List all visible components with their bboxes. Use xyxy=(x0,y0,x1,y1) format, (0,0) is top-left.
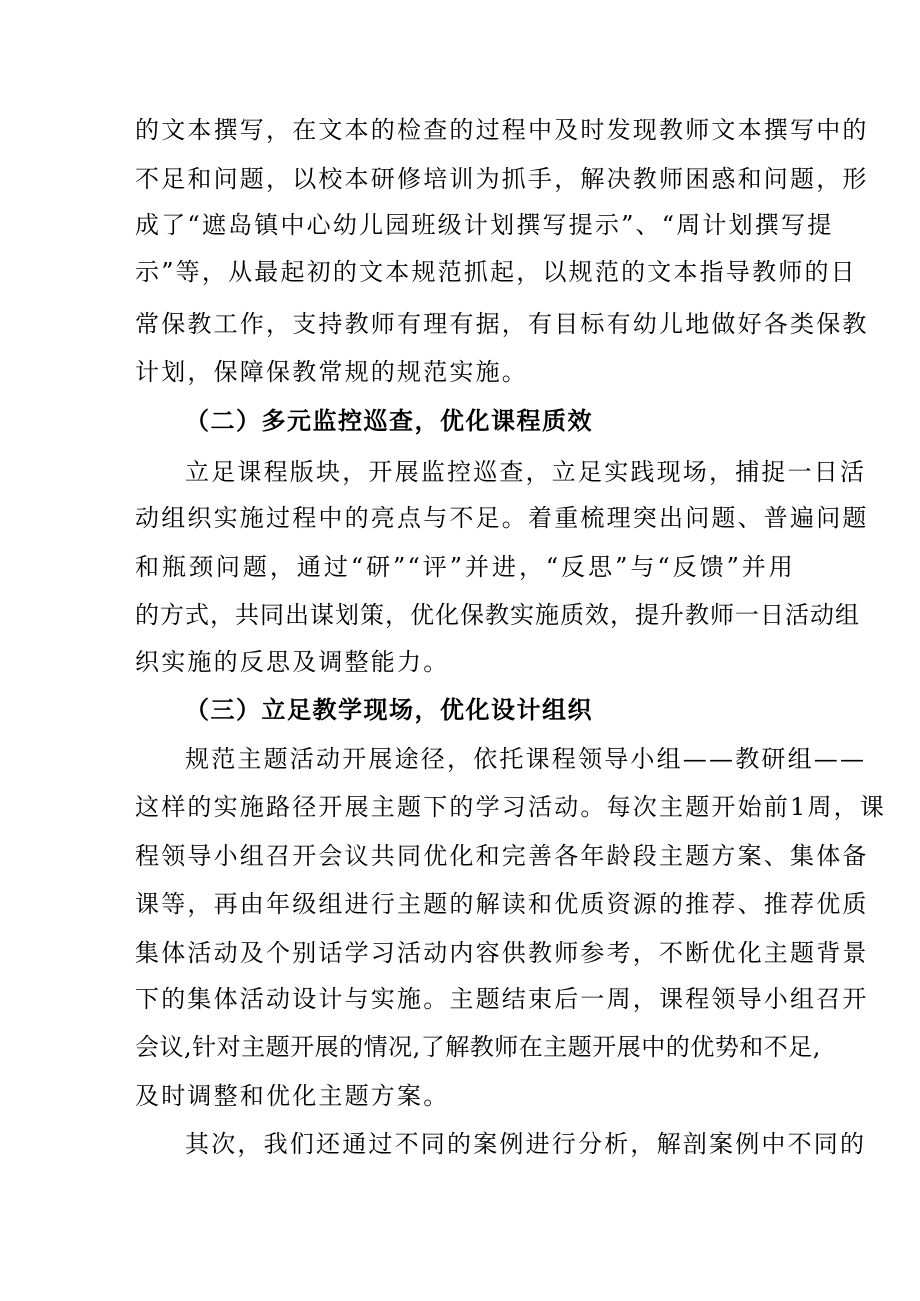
paragraph-3-line-6: 下的集体活动设计与实施。主题结束后一周，课程领导小组召开 xyxy=(135,985,869,1013)
paragraph-4-line-1: 其次，我们还通过不同的案例进行分析，解剖案例中不同的 xyxy=(185,1130,867,1158)
paragraph-3-line-1: 规范主题活动开展途径，依托课程领导小组——教研组—— xyxy=(185,745,867,773)
paragraph-2-line-4: 的方式，共同出谋划策，优化保教实施质效，提升教师一日活动组 xyxy=(135,601,860,629)
paragraph-3-line-5: 集体活动及个别话学习活动内容供教师参考，不断优化主题背景 xyxy=(135,939,869,967)
paragraph-1-line-4: 示”等，从最起初的文本规范抓起，以规范的文本指导教师的日 xyxy=(135,258,857,286)
paragraph-3-line-4: 课等，再由年级组进行主题的解读和优质资源的推荐、推荐优质 xyxy=(135,890,869,918)
section-heading-3: （三）立足教学现场，优化设计组织 xyxy=(185,695,593,724)
paragraph-1-line-2: 不足和问题，以校本研修培训为抓手，解决教师困惑和问题，形 xyxy=(135,165,869,193)
section-heading-2: （二）多元监控巡查，优化课程质效 xyxy=(185,406,593,435)
paragraph-1-line-1: 的文本撰写，在文本的检查的过程中及时发现教师文本撰写中的 xyxy=(135,116,869,144)
paragraph-2-line-5: 织实施的反思及调整能力。 xyxy=(135,648,450,676)
paragraph-2-line-2: 动组织实施过程中的亮点与不足。着重梳理突出问题、普遍问题 xyxy=(135,504,869,532)
paragraph-1-line-3: 成了“遮岛镇中心幼儿园班级计划撰写提示”、“周计划撰写提 xyxy=(135,211,834,239)
paragraph-3-line-8: 及时调整和优化主题方案。 xyxy=(135,1082,450,1110)
paragraph-2-line-3: 和瓶颈问题，通过“研”“评”并进，“反思”与“反馈”并用 xyxy=(135,553,795,581)
paragraph-3-line-2: 这样的实施路径开展主题下的学习活动。每次主题开始前1周，课 xyxy=(135,793,887,821)
paragraph-3-line-7: 会议,针对主题开展的情况,了解教师在主题开展中的优势和不足, xyxy=(135,1033,821,1061)
paragraph-1-line-6: 计划，保障保教常规的规范实施。 xyxy=(135,358,528,386)
paragraph-3-line-3: 程领导小组召开会议共同优化和完善各年龄段主题方案、集体备 xyxy=(135,842,869,870)
paragraph-2-line-1: 立足课程版块，开展监控巡查，立足实践现场，捕捉一日活 xyxy=(185,458,867,486)
paragraph-1-line-5: 常保教工作，支持教师有理有据，有目标有幼儿地做好各类保教 xyxy=(135,310,869,338)
